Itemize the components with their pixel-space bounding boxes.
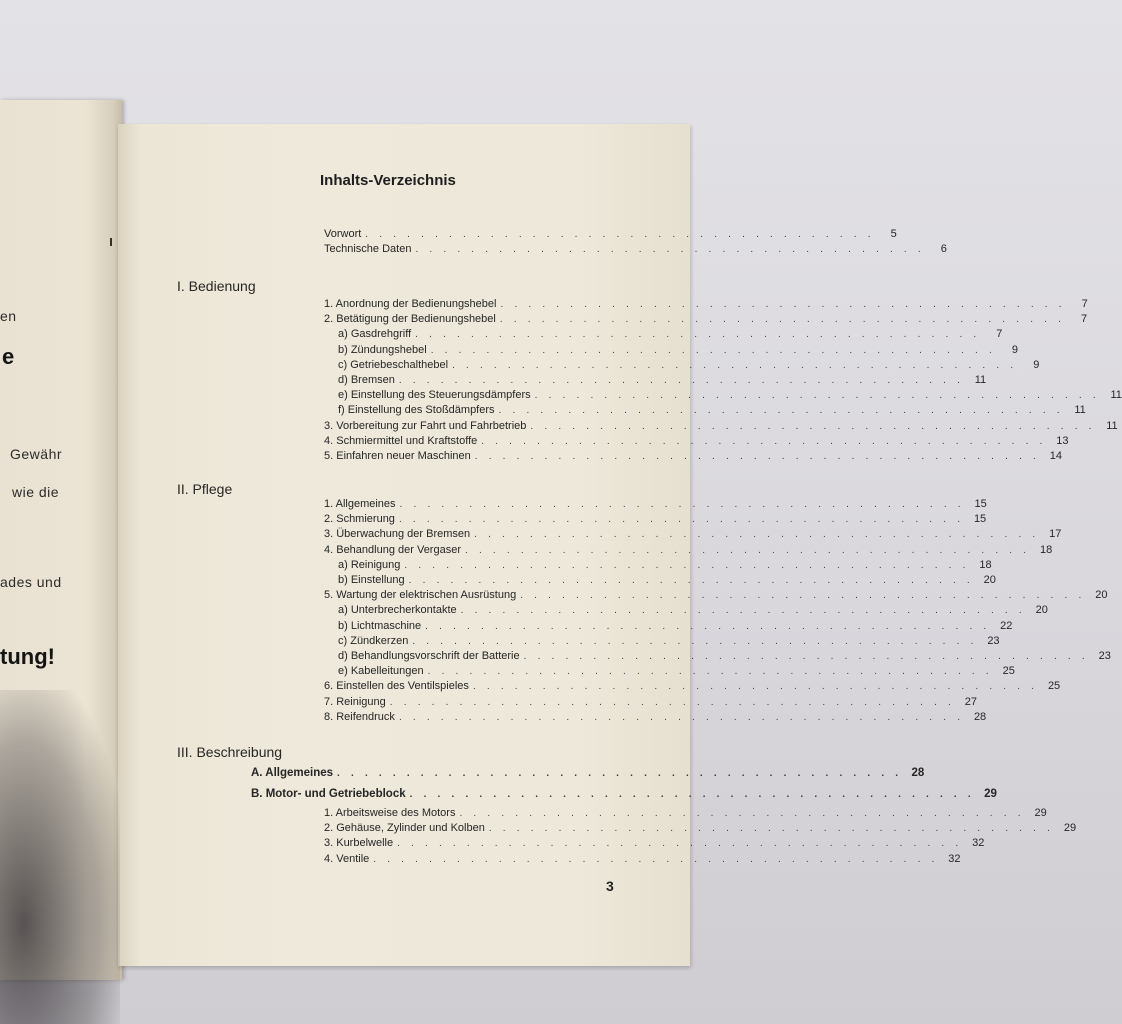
toc-entry [324, 822, 1077, 837]
leader-dots: . . . . . . . . . . . . . . . . . . . . . . . . . . . . . . . . . . . . . [365, 229, 875, 240]
entry-page: 15 [973, 513, 987, 526]
leader-dots: . . . . . . . . . . . . . . . . . . . . . . . . . . . . . . . . . . . . . . . . . [499, 314, 1066, 326]
leader-dots: . . . . . . . . . . . . . . . . . . . . . . . . . . . . . . . . . . . . . . . . . [427, 666, 993, 678]
entry-page: 25 [1002, 665, 1015, 678]
entry-page: 29 [984, 788, 997, 800]
toc-entry [338, 604, 1048, 619]
entry-page: 32 [972, 837, 985, 850]
entry-page: 9 [1011, 343, 1018, 356]
entry-label: d) Behandlungsvorschrift der Batterie [338, 650, 520, 662]
leader-dots: . . . . . . . . . . . . . . . . . . . . . . . . . . . . . . . . . . . . . . . . . [498, 405, 1064, 417]
section-heading: I. Bedienung [177, 278, 256, 294]
toc-entry [324, 243, 947, 258]
toc-entry [338, 634, 1000, 650]
toc-entry [324, 313, 1088, 328]
leader-dots: . . . . . . . . . . . . . . . . . . . . . . . . . . . . . . . . . . . . . . . . . [397, 838, 963, 850]
toc-entry [251, 788, 997, 803]
left-fragment: Gewähr [10, 446, 63, 462]
toc-entry [338, 650, 1111, 665]
entry-page: 13 [1056, 434, 1069, 447]
toc-entry [251, 767, 925, 782]
entry-page: 23 [1098, 650, 1111, 662]
toc-entry [324, 498, 987, 513]
entry-label: a) Reinigung [338, 558, 401, 571]
left-fragment: en [0, 308, 17, 324]
toc-entry [324, 513, 987, 528]
toc-entry [324, 589, 1108, 604]
leader-dots: . . . . . . . . . . . . . . . . . . . . . . . . . . . . . . . . . . . . . . . . . [500, 299, 1066, 310]
toc-entry [324, 852, 961, 868]
toc-entry [324, 450, 1063, 465]
leader-dots: . . . . . . . . . . . . . . . . . . . . . . . . . . . . . . . . . . . . . . . . . [425, 620, 991, 632]
toc-entry [338, 404, 1086, 419]
entry-label: a) Gasdrehgriff [338, 328, 412, 341]
leader-dots: . . . . . . . . . . . . . . . . . . . . . . . . . . . . . . . . . . . . . . . . . [520, 590, 1086, 602]
entry-page: 18 [979, 558, 992, 571]
section-heading: III. Beschreibung [177, 744, 283, 760]
entry-page: 11 [1106, 419, 1118, 432]
entry-label: 4. Schmiermittel und Kraftstoffe [324, 434, 478, 447]
leader-dots: . . . . . . . . . . . . . . . . . . . . . . . . . . . . . . . . . . . . . . . . . [404, 559, 970, 571]
leader-dots: . . . . . . . . . . . . . . . . . . . . . . . . . . . . . . . . . . . . . . . . . [472, 681, 1039, 693]
page-number: 3 [606, 878, 614, 894]
entry-label: 4. Behandlung der Vergaser [324, 543, 461, 556]
entry-page: 28 [911, 767, 925, 779]
leader-dots: . . . . . . . . . . . . . . . . . . . . . . . . . . . . . . . . . . . . . . . . . [488, 823, 1055, 835]
leader-dots: . . . . . . . . . . . . . . . . . . . . . . . . . . . . . . . . . . . . . . . . . [430, 344, 996, 356]
left-fragment: ades und [0, 574, 62, 590]
leader-dots: . . . . . . . . . . . . . . . . . . . . . . . . . . . . . . . . . . . . . . . . . [474, 451, 1041, 462]
leader-dots: . . . . . . . . . . . . . . . . . . . . . . . . . . . . . . . . . . . . . . . . . [415, 329, 981, 341]
leader-dots: . . . . . . . . . . . . . . . . . . . . . . . . . . . . . . . . . . . . . . . . . [398, 375, 965, 386]
toc-entry [324, 298, 1088, 313]
left-fragment: wie die [12, 484, 60, 500]
toc-entry [324, 837, 985, 852]
entry-label: 4. Ventile [324, 852, 370, 865]
entry-label: d) Bremsen [338, 374, 395, 386]
entry-page: 23 [987, 634, 1000, 647]
entry-label: 3. Vorbereitung zur Fahrt und Fahrbetrieb [324, 419, 527, 432]
toc-entry [338, 328, 1003, 343]
leader-dots: . . . . . . . . . . . . . . . . . . . . . . . . . . . . . . . . . . . . . . . . . [408, 575, 974, 586]
entry-page: 11 [1110, 389, 1122, 402]
leader-dots: . . . . . . . . . . . . . . . . . . . . . . . . . . . . . . . . . . . . . . . . . [337, 768, 903, 779]
leader-dots: . . . . . . . . . . . . . . . . . . . . . . . . . . . . . . . . . . . . . . . . . [530, 420, 1096, 432]
toc-title: Inhalts-Verzeichnis [320, 172, 456, 189]
entry-label: 7. Reinigung [324, 695, 386, 708]
entry-label: 2. Gehäuse, Zylinder und Kolben [324, 822, 485, 835]
entry-page: 20 [1095, 589, 1108, 602]
entry-page: 27 [964, 695, 978, 708]
leader-dots: . . . . . . . . . . . . . . . . . . . . . . . . . . . . . . . . . . . . . . . . . [459, 808, 1025, 819]
entry-label: 5. Einfahren neuer Maschinen [324, 450, 471, 462]
toc-entry [324, 434, 1069, 450]
entry-page: 18 [1040, 543, 1053, 556]
entry-page: 20 [983, 574, 996, 586]
leader-dots: . . . . . . . . . . . . . . . . . . . . . . . . . . . . . . . . . . . . . . . . . [452, 359, 1018, 371]
toc-entry [324, 419, 1118, 435]
entry-page: 25 [1047, 680, 1061, 693]
entry-page: 28 [973, 710, 987, 723]
toc-entry [324, 543, 1053, 559]
entry-label: Vorwort [324, 228, 362, 240]
entry-page: 20 [1035, 604, 1048, 617]
leader-dots: . . . . . . . . . . . . . . . . . . . . . . . . . . . . . . . . . . . . . . . . . [474, 529, 1040, 541]
leader-dots: . . . . . . . . . . . . . . . . . . . . . . . . . . . . . . . . . . . . . . . . . [398, 711, 965, 723]
toc-entry [338, 389, 1122, 404]
entry-label: e) Kabelleitungen [338, 665, 424, 678]
entry-page: 7 [996, 328, 1003, 341]
entry-page: 6 [940, 243, 947, 255]
entry-page: 17 [1049, 528, 1062, 541]
entry-label: e) Einstellung des Steuerungsdämpfers [338, 389, 531, 402]
toc-entry [324, 228, 897, 243]
entry-page: 5 [890, 228, 897, 240]
leader-dots: . . . . . . . . . . . . . . . . . . . . . . . . . . . . . . . . . . . . . . . . . [373, 853, 939, 865]
entry-label: b) Lichtmaschine [338, 619, 422, 632]
leader-dots: . . . . . . . . . . . . . . . . . . . . . . . . . . . . . . . . . . . . . . . . . [398, 514, 965, 526]
toc-entry [338, 665, 1015, 680]
toc-entry [338, 619, 1013, 635]
leader-dots: . . . . . . . . . . . . . . . . . . . . . . . . . . . . . . . . . . . . . . . . . [465, 544, 1031, 556]
entry-page: 7 [1081, 298, 1088, 310]
entry-page: 15 [974, 498, 987, 510]
toc-entry [324, 807, 1047, 822]
section-heading: II. Pflege [177, 481, 233, 497]
leader-dots: . . . . . . . . . . . . . . . . . . . . . . . . . . . . . . . . . . . . . . . . . [523, 651, 1089, 662]
entry-label: B. Motor- und Getriebeblock [251, 788, 406, 800]
entry-label: 1. Arbeitsweise des Motors [324, 807, 456, 819]
toc-entry [324, 695, 978, 711]
leader-dots: . . . . . . . . . . . . . . . . . . . . . . . . . . . . . . . . . . . . . . . . . [481, 435, 1047, 447]
entry-page: 22 [1000, 619, 1013, 632]
leader-dots: . . . . . . . . . . . . . . . . . . . . . . . . . . . . . . . . . . . . . . . . . [409, 789, 975, 800]
entry-label: 2. Schmierung [324, 513, 395, 526]
toc-entry [324, 528, 1062, 543]
leader-dots: . . . . . . . . . . . . . . . . . . . . . . . . . . . . . . . . . . . . . . . . . [412, 635, 978, 647]
entry-page: 14 [1049, 450, 1063, 462]
leader-dots: . . . . . . . . . . . . . . . . . . . . . . . . . . . . . . . . . . . . . [415, 244, 925, 255]
entry-page: 7 [1080, 313, 1088, 326]
entry-page: 32 [948, 852, 961, 865]
entry-page: 29 [1034, 807, 1047, 819]
entry-label: f) Einstellung des Stoßdämpfers [338, 404, 495, 417]
entry-label: c) Getriebeschalthebel [338, 358, 449, 371]
entry-label: 1. Allgemeines [324, 498, 396, 510]
right-page [118, 124, 1122, 966]
entry-label: 6. Einstellen des Ventilspieles [324, 680, 469, 693]
entry-label: 5. Wartung der elektrischen Ausrüstung [324, 589, 517, 602]
entry-label: 2. Betätigung der Bedienungshebel [324, 313, 496, 326]
entry-label: Technische Daten [324, 243, 412, 255]
entry-label: A. Allgemeines [251, 767, 334, 779]
leader-dots: . . . . . . . . . . . . . . . . . . . . . . . . . . . . . . . . . . . . . . . . . [389, 696, 956, 708]
entry-label: b) Einstellung [338, 574, 405, 586]
toc-entry [338, 343, 1018, 359]
entry-page: 29 [1063, 822, 1077, 835]
spine-mark [110, 238, 112, 246]
entry-page: 9 [1033, 358, 1040, 371]
leader-dots: . . . . . . . . . . . . . . . . . . . . . . . . . . . . . . . . . . . . . . . . . [399, 499, 965, 510]
entry-page: 11 [974, 374, 987, 386]
leader-dots: . . . . . . . . . . . . . . . . . . . . . . . . . . . . . . . . . . . . . . . . . [534, 390, 1100, 402]
toc-entry [324, 680, 1061, 695]
entry-label: 3. Kurbelwelle [324, 837, 394, 850]
left-fragment: tung! [0, 644, 55, 669]
entry-label: a) Unterbrecherkontakte [338, 604, 457, 617]
left-fragment: e [2, 344, 15, 369]
leader-dots: . . . . . . . . . . . . . . . . . . . . . . . . . . . . . . . . . . . . . . . . . [460, 605, 1026, 617]
entry-label: 3. Überwachung der Bremsen [324, 528, 471, 541]
hand-shadow [0, 690, 120, 1024]
entry-label: 1. Anordnung der Bedienungshebel [324, 298, 497, 310]
entry-page: 11 [1074, 404, 1086, 417]
toc-entry [338, 358, 1040, 374]
entry-label: b) Zündungshebel [338, 343, 427, 356]
toc-entry [324, 710, 987, 726]
toc-entry [338, 574, 996, 589]
toc-entry [338, 558, 992, 574]
entry-label: 8. Reifendruck [324, 710, 395, 723]
entry-label: c) Zündkerzen [338, 634, 409, 647]
toc-entry [338, 374, 987, 389]
